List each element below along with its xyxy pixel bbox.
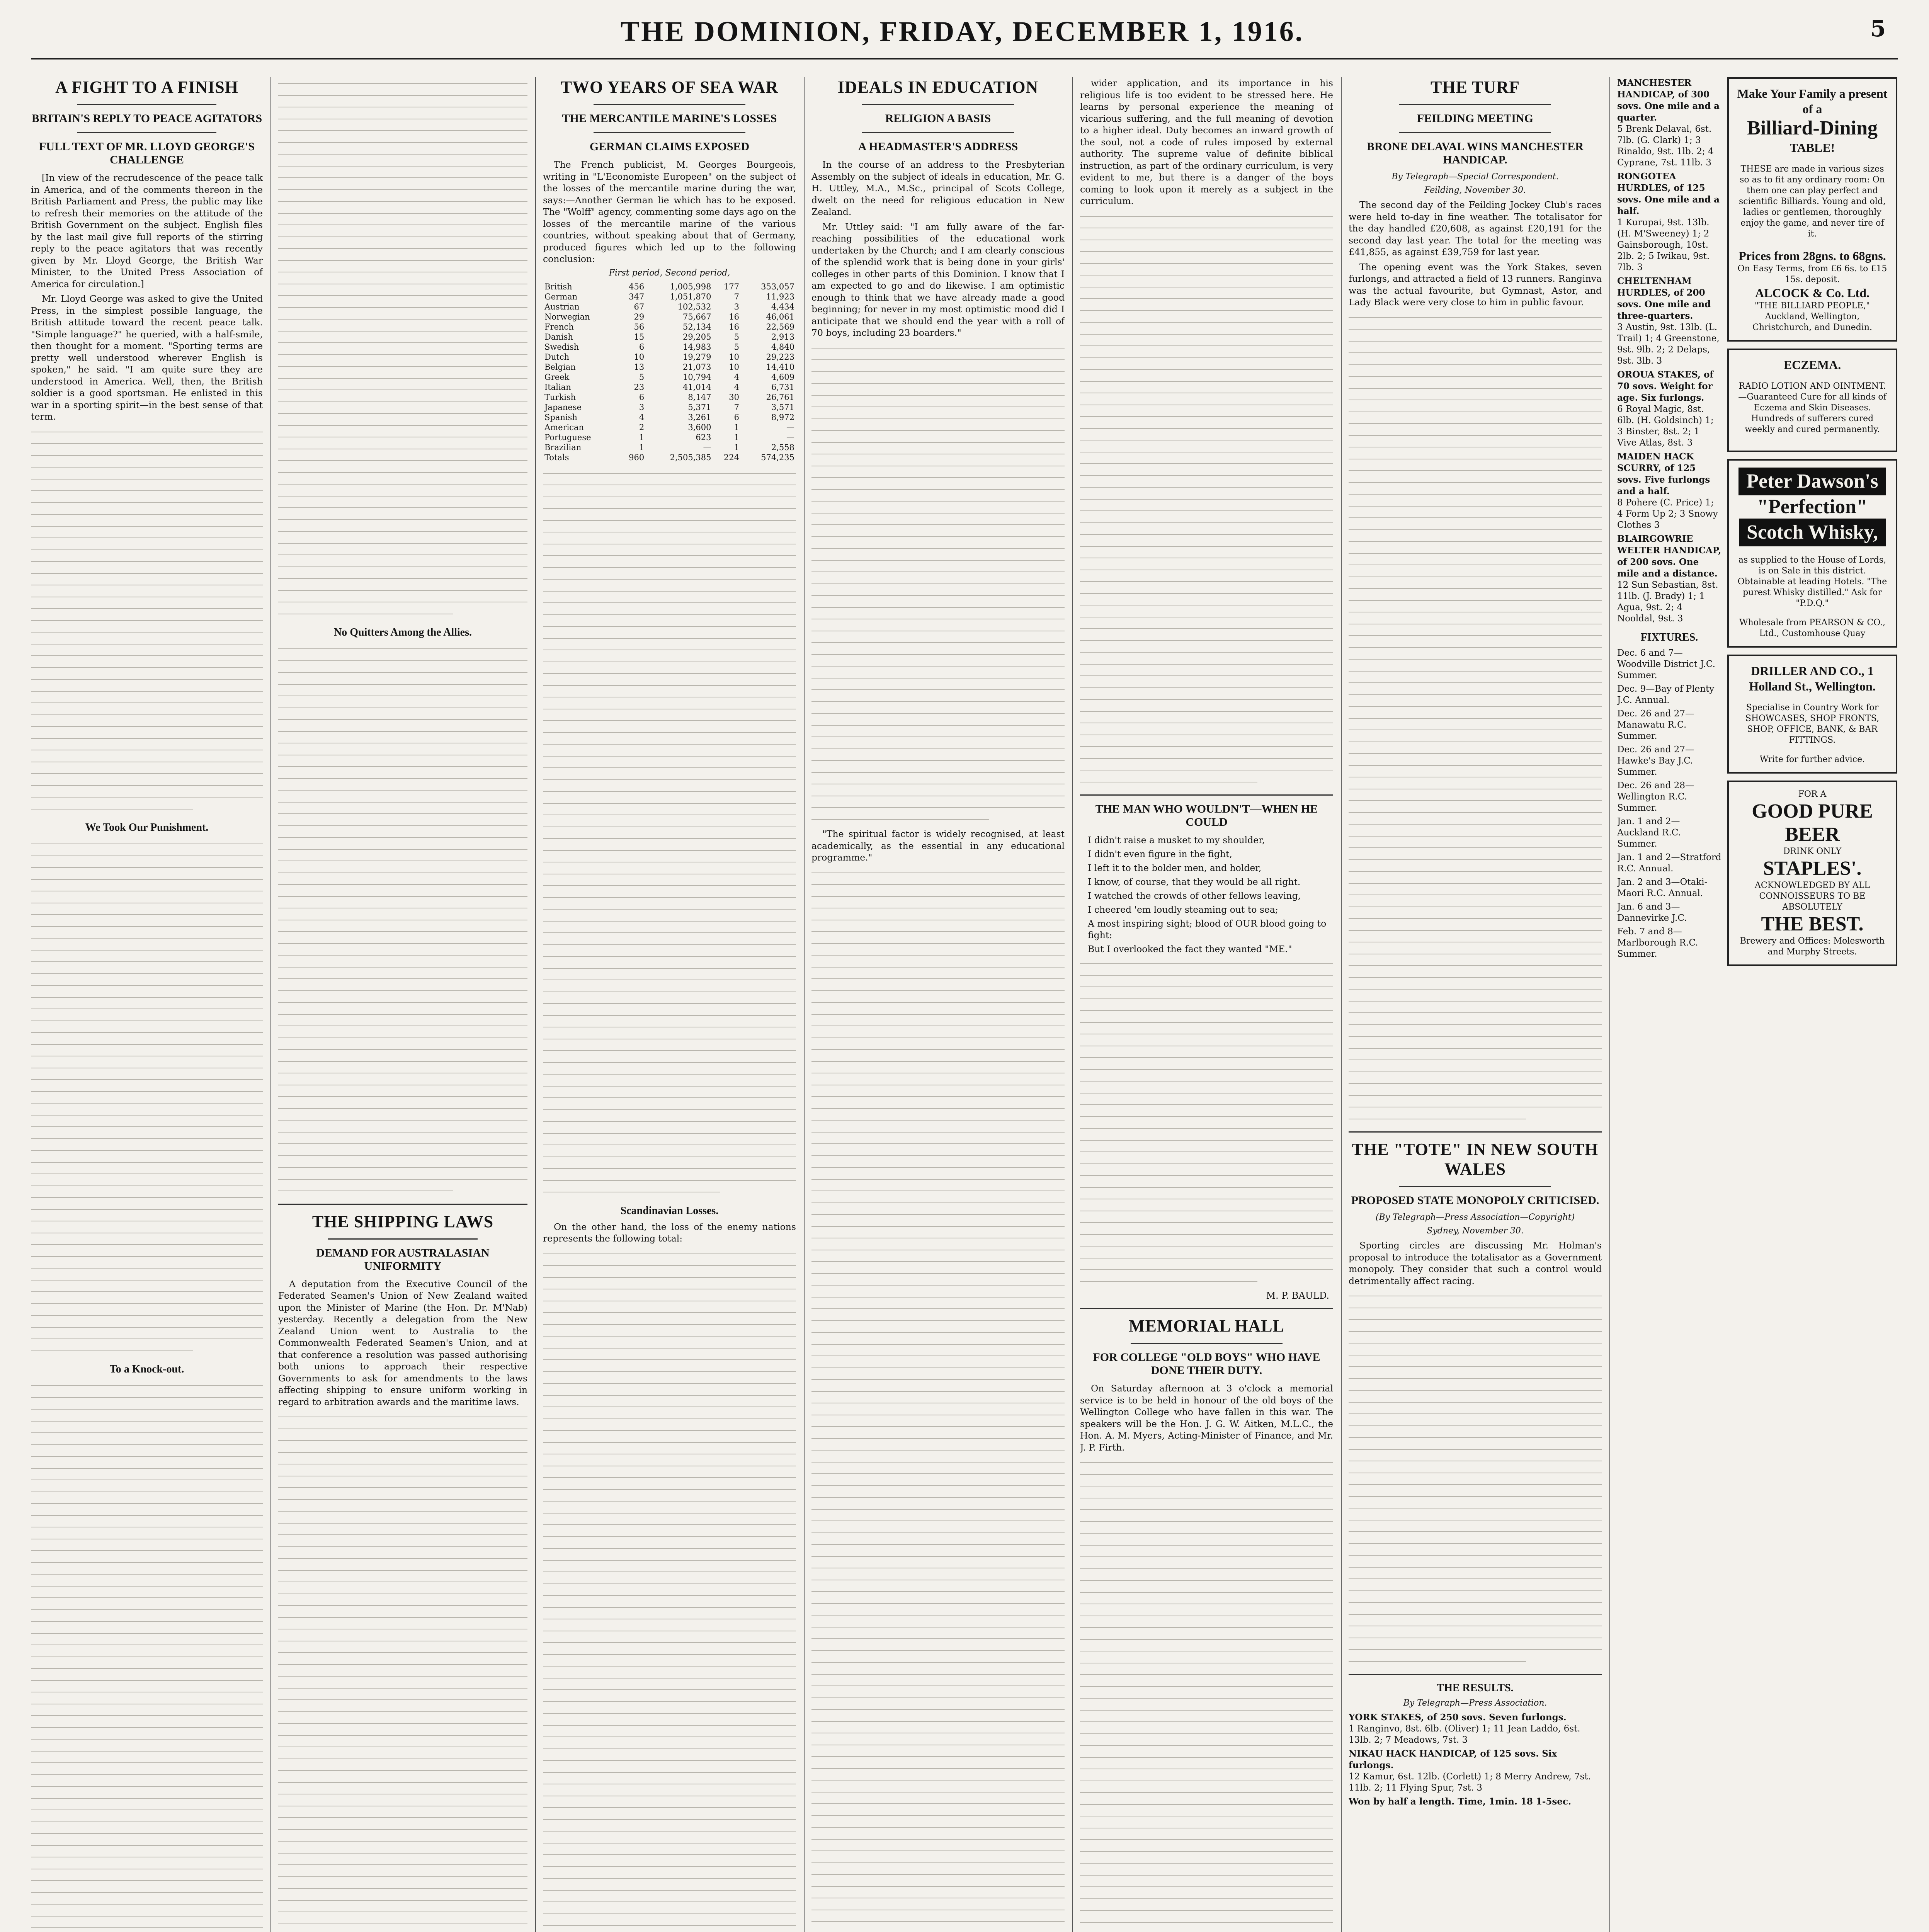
table-row: [543, 402, 796, 412]
section-heading: We Took Our Punishment.: [85, 821, 209, 833]
masthead-rule: [31, 58, 1898, 60]
race-title: RONGOTEA HURDLES, of 125 sovs. One mile and a half.: [1617, 171, 1720, 216]
ad-brand: ALCOCK & Co. Ltd.: [1755, 286, 1869, 300]
table-cell: Japanese: [544, 402, 582, 412]
text-filler: [1349, 1290, 1602, 1667]
table-cell: 5: [734, 342, 739, 352]
table-cell: 2,505,385: [670, 452, 711, 462]
table-row: [543, 372, 796, 382]
table-cell: 4: [734, 382, 739, 392]
article-headline: THE "TOTE" IN NEW SOUTH WALES: [1352, 1140, 1599, 1179]
race-placings: 8 Pohere (C. Price) 1; 4 Form Up 2; 3 Snowy Clothes 3: [1617, 498, 1718, 530]
table-cell: 75,667: [682, 312, 711, 321]
table-cell: 2,913: [771, 332, 794, 342]
table-cell: 21,073: [682, 362, 711, 372]
fixture-item: Jan. 1 and 2—Stratford R.C. Annual.: [1617, 852, 1721, 874]
dateline: Feilding, November 30.: [1424, 185, 1526, 195]
table-cell: 353,057: [761, 282, 794, 291]
poem-line: I left it to the bolder men, and holder,: [1088, 862, 1262, 873]
table-cell: —: [703, 442, 711, 452]
table-cell: 6,731: [771, 382, 794, 392]
text-filler: [543, 1248, 796, 1932]
table-row: [543, 422, 796, 432]
byline: By Telegraph—Special Correspondent.: [1391, 172, 1559, 182]
ad-line: DRINK ONLY: [1783, 847, 1842, 856]
section-heading: To a Knock-out.: [109, 1363, 184, 1375]
ad-terms: On Easy Terms, from £6 6s. to £15 15s. deposit.: [1737, 264, 1887, 284]
ad-text: RADIO LOTION AND OINTMENT.—Guaranteed Cure for all kinds of Eczema and Skin Diseases. Hundreds of sufferers cured weekly and cured permanently.: [1738, 381, 1886, 434]
table-cell: 7: [734, 292, 739, 301]
race-placings: 1 Kurupai, 9st. 13lb. (H. M'Sweeney) 1; 2 Gainsborough, 10st. 2lb. 2; 5 Iwikau, 9st. 7lb. 3: [1617, 218, 1710, 272]
race-placings: 5 Brenk Delaval, 6st. 7lb. (G. Clark) 1; 3 Rinaldo, 9st. 1lb. 2; 4 Cyprane, 7st. 11lb. 3: [1617, 124, 1714, 168]
page-number: 5: [1870, 15, 1886, 42]
table-cell: 3: [734, 302, 739, 311]
divider: [1349, 1131, 1602, 1133]
table-cell: 177: [723, 282, 739, 291]
table-row: [543, 302, 796, 312]
table-row: [543, 362, 796, 372]
article-paragraph: Mr. Lloyd George was asked to give the United Press, in the simplest possible language, the British attitude toward the recent peace talk. "Simple language?" he queried, with a half-smile, then thought for a moment. "Sporting terms are pretty well understood wherever English is spoken," he said. "I am quite sure they are understood in America. Well, then, the British soldier is a good sportsman. He enlisted in this war in a sporting spirit—in the best sense of that term.: [31, 293, 263, 422]
billiard-table-ad: [1727, 77, 1897, 342]
article-paragraph: [In view of the recrudescence of the peace talk in America, and of the comments thereon in the British Parliament and Press, the public may like to refresh their memories on the attitude of the British Government on the subject. English files by the last mail give full reports of the stirring reply to the peace agitators that was recently given by Mr. Lloyd George, the British War Minister, to the United Press Association of America for circulation.]: [31, 172, 263, 289]
text-filler: [543, 467, 796, 1198]
text-filler: [31, 838, 263, 1356]
race-title: CHELTENHAM HURDLES, of 200 sovs. One mile and three-quarters.: [1617, 276, 1711, 321]
column-6: [1349, 77, 1602, 1932]
text-filler: [811, 342, 1065, 825]
article-headline: A FIGHT TO A FINISH: [55, 78, 238, 97]
table-cell: 30: [729, 392, 739, 402]
column-7: [1617, 77, 1721, 1932]
article-subheadline: FOR COLLEGE "OLD BOYS" WHO HAVE DONE THEIR DUTY.: [1093, 1351, 1320, 1377]
article-subheadline: THE MERCANTILE MARINE'S LOSSES: [562, 112, 777, 125]
table-cell: 7: [734, 402, 739, 412]
divider: [1399, 104, 1551, 105]
race-title: BLAIRGOWRIE WELTER HANDICAP, of 200 sovs. One mile and a distance.: [1617, 534, 1721, 579]
table-cell: 3,571: [771, 402, 794, 412]
fixture-item: Jan. 6 and 3—Dannevirke J.C.: [1617, 902, 1687, 923]
ad-title: Billiard-Dining: [1747, 117, 1878, 139]
column-rule: [1072, 77, 1073, 1932]
column-3: [543, 77, 796, 1932]
poem-author: M. P. BAULD.: [1266, 1290, 1329, 1301]
dateline: Sydney, November 30.: [1427, 1226, 1524, 1236]
text-filler: [1349, 311, 1602, 1125]
table-cell: 6: [734, 412, 739, 422]
table-cell: 23: [634, 382, 645, 392]
table-row: [543, 322, 796, 332]
table-cell: 6: [639, 342, 645, 352]
article-subheadline: FEILDING MEETING: [1417, 112, 1533, 125]
race-result: [1349, 1796, 1602, 1808]
table-cell: 1: [734, 422, 739, 432]
whisky-ad: [1727, 459, 1897, 648]
ad-title: DRILLER AND CO., 1 Holland St., Wellington.: [1749, 664, 1876, 693]
fixture-item: Jan. 1 and 2—Auckland R.C. Summer.: [1617, 816, 1681, 849]
table-row: [543, 292, 796, 302]
poem: [1080, 834, 1333, 955]
column-rule: [804, 77, 805, 1932]
poem-line: A most inspiring sight; blood of OUR blood going to fight:: [1088, 918, 1327, 940]
table-cell: 1: [734, 432, 739, 442]
article-paragraph: The opening event was the York Stakes, seven furlongs, and attracted a field of 13 runners. Ranginva was the actual favourite, but Gymnast, Astor, and Lady Black were very close to him in public favour.: [1349, 261, 1602, 308]
table-row: [543, 312, 796, 322]
table-cell: Greek: [544, 372, 570, 382]
table-row: [543, 392, 796, 402]
table-cell: Danish: [544, 332, 573, 342]
race-placings: 12 Kamur, 6st. 12lb. (Corlett) 1; 8 Merry Andrew, 7st. 11lb. 2; 11 Flying Spur, 7st. 3: [1349, 1772, 1591, 1793]
table-cell: 26,761: [766, 392, 794, 402]
race-result: [1617, 369, 1721, 449]
column-rule: [270, 77, 271, 1932]
section-heading: Scandinavian Losses.: [620, 1204, 719, 1217]
divider: [1349, 1674, 1602, 1675]
table-cell: 15: [634, 332, 645, 342]
table-cell: 10,794: [682, 372, 711, 382]
column-rule: [1609, 77, 1610, 1932]
table-cell: 16: [729, 322, 739, 332]
table-total-row: [543, 452, 796, 463]
table-cell: Belgian: [544, 362, 576, 372]
race-placings: 3 Austin, 9st. 13lb. (L. Trail) 1; 4 Greenstone, 9st. 9lb. 2; 2 Delaps, 9st. 3lb. 3: [1617, 322, 1720, 366]
poem-line: But I overlooked the fact they wanted "ME.": [1088, 944, 1292, 954]
table-cell: 10: [729, 362, 739, 372]
divider: [328, 1238, 478, 1240]
text-filler: [278, 1411, 527, 1932]
table-row: [543, 352, 796, 362]
column-rule: [1341, 77, 1342, 1932]
text-filler: [31, 426, 263, 815]
article-subheadline: A HEADMASTER'S ADDRESS: [858, 140, 1018, 153]
article-paragraph: On Saturday afternoon at 3 o'clock a memorial service is to be held in honour of the old boys of the Wellington College who have fallen in this war. The speakers will be the Hon. J. G. W. Aitken, M.L.C., the Hon. A. M. Myers, Acting-Minister of Finance, and Mr. J. P. Firth.: [1080, 1383, 1333, 1453]
fixture-item: Dec. 9—Bay of Plenty J.C. Annual.: [1617, 684, 1715, 705]
table-cell: 960: [629, 452, 645, 462]
table-cell: 46,061: [766, 312, 794, 321]
table-cell: 52,134: [682, 322, 711, 332]
poem-line: I cheered 'em loudly steaming out to sea;: [1088, 904, 1278, 915]
article-subheadline: FULL TEXT OF MR. LLOYD GEORGE'S CHALLENGE: [39, 140, 255, 166]
losses-table: [543, 282, 796, 463]
section-heading: No Quitters Among the Allies.: [334, 626, 472, 638]
table-cell: 19,279: [682, 352, 711, 362]
table-cell: 4,840: [771, 342, 794, 352]
table-cell: 1: [639, 442, 645, 452]
table-cell: 14,410: [766, 362, 794, 372]
table-cell: 4: [639, 412, 645, 422]
table-cell: 2,558: [771, 442, 794, 452]
table-cell: French: [544, 322, 574, 332]
divider: [862, 132, 1014, 133]
race-results: [1617, 77, 1721, 624]
table-cell: 29: [634, 312, 645, 321]
fixture-item: Feb. 7 and 8—Marlborough R.C. Summer.: [1617, 927, 1698, 959]
divider: [594, 132, 745, 133]
article-paragraph: "The spiritual factor is widely recognised, at least academically, as the essential in any educational programme.": [811, 828, 1065, 863]
table-cell: Brazilian: [544, 442, 582, 452]
table-cell: —: [786, 422, 794, 432]
race-result: [1617, 451, 1721, 531]
divider: [77, 132, 216, 133]
table-cell: Austrian: [544, 302, 580, 311]
table-cell: German: [544, 292, 578, 301]
column-4: [811, 77, 1065, 1932]
article-subheadline: BRITAIN'S REPLY TO PEACE AGITATORS: [31, 112, 262, 125]
divider: [1080, 1308, 1333, 1309]
table-cell: Italian: [544, 382, 571, 392]
fixtures-list: [1617, 648, 1721, 960]
beer-ad: [1727, 781, 1897, 966]
table-cell: Turkish: [544, 392, 576, 402]
race-result: [1349, 1712, 1602, 1746]
race-placings: 6 Royal Magic, 8st. 6lb. (H. Goldsinch) 1; 3 Binster, 8st. 2; 1 Vive Atlas, 8st. 3: [1617, 404, 1714, 448]
text-filler: [1080, 210, 1333, 788]
table-cell: Swedish: [544, 342, 579, 352]
table-cell: 5,371: [688, 402, 711, 412]
race-result: [1617, 77, 1721, 168]
text-filler: [1080, 1456, 1333, 1932]
divider: [1399, 132, 1551, 133]
table-cell: 4: [734, 372, 739, 382]
table-cell: 14,983: [682, 342, 711, 352]
race-title: YORK STAKES, of 250 sovs. Seven furlongs.: [1349, 1712, 1567, 1723]
table-cell: 8,147: [688, 392, 711, 402]
poem-line: I know, of course, that they would be all right.: [1088, 876, 1301, 887]
table-cell: 1: [639, 432, 645, 442]
article-headline: IDEALS IN EDUCATION: [837, 78, 1039, 97]
table-cell: Dutch: [544, 352, 570, 362]
fixture-item: Dec. 26 and 27—Hawke's Bay J.C. Summer.: [1617, 745, 1694, 777]
ad-title: Peter Dawson's: [1738, 468, 1886, 495]
table-cell: 3,600: [688, 422, 711, 432]
article-subheadline: GERMAN CLAIMS EXPOSED: [589, 140, 750, 153]
race-result: [1617, 533, 1721, 624]
column-rule: [535, 77, 536, 1932]
table-row: [543, 442, 796, 452]
article-headline: THE TURF: [1431, 78, 1520, 97]
divider: [1080, 794, 1333, 796]
shopfitting-ad: [1727, 655, 1897, 774]
byline: By Telegraph—Press Association.: [1403, 1698, 1547, 1708]
text-filler: [31, 1379, 263, 1932]
race-placings: 12 Sun Sebastian, 8st. 11lb. (J. Brady) 1; 1 Agua, 9st. 2; 4 Nooldal, 9st. 3: [1617, 580, 1718, 624]
race-title: OROUA STAKES, of 70 sovs. Weight for age. Six furlongs.: [1617, 369, 1714, 403]
ad-title: ECZEMA.: [1783, 358, 1841, 372]
article-paragraph: The second day of the Feilding Jockey Club's races were held to-day in fine weather. The totalisator for the day handled £20,608, as against £20,191 for the second day last year. The total for the meeting was £41,855, as against £39,759 for last year.: [1349, 199, 1602, 257]
text-filler: [278, 77, 527, 619]
masthead: [31, 15, 1898, 62]
article-headline: THE SHIPPING LAWS: [312, 1212, 494, 1231]
table-caption: First period, Second period,: [609, 268, 730, 278]
divider: [594, 104, 745, 105]
article-paragraph: wider application, and its importance in his religious life is too evident to be stressed here. He learns by personal experience the meaning of vicarious suffering, and the full meaning of devotion to a higher ideal. Duty becomes an inward growth of the soul, not a code of rules imposed by external authority. The supreme value of definite biblical instruction, as part of the ordinary curriculum, is very evident to me, but there is a danger of the boys coming to look upon it merely as a subject in the curriculum.: [1080, 78, 1333, 206]
fixture-item: Dec. 6 and 7—Woodville District J.C. Summer.: [1617, 648, 1715, 680]
ad-title: GOOD PURE BEER: [1752, 800, 1873, 845]
ad-text: "THE BILLIARD PEOPLE," Auckland, Wellington, Christchurch, and Dunedin.: [1752, 301, 1872, 332]
table-cell: 1,051,870: [670, 292, 711, 301]
article-paragraph: The French publicist, M. Georges Bourgeois, writing in "L'Economiste Europeen" on the subject of the losses of the mercantile marine during the war, says:—Another German lie which has to be exposed. The "Wolff" agency, commenting some days ago on the losses of the mercantile marine of the various countries, without speaking about that of Germany, produced figures which led up to the following conclusion:: [543, 159, 796, 264]
table-cell: 56: [634, 322, 645, 332]
divider: [77, 104, 216, 105]
ad-line: TABLE!: [1790, 141, 1835, 155]
table-row: [543, 282, 796, 292]
table-row: [543, 432, 796, 442]
ad-text: ACKNOWLEDGED BY ALL CONNOISSEURS TO BE ABSOLUTELY: [1754, 881, 1870, 912]
table-cell: 4,609: [771, 372, 794, 382]
poem-line: I watched the crowds of other fellows leaving,: [1088, 890, 1301, 901]
table-cell: 4,434: [771, 302, 794, 311]
table-cell: 224: [723, 452, 739, 462]
ad-line: FOR A: [1798, 789, 1827, 799]
table-cell: Totals: [544, 452, 569, 462]
race-placings: 1 Ranginvo, 8st. 6lb. (Oliver) 1; 11 Jean Laddo, 6st. 13lb. 2; 7 Meadows, 7st. 3: [1349, 1724, 1580, 1745]
table-cell: 8,972: [771, 412, 794, 422]
article-subheadline: PROPOSED STATE MONOPOLY CRITICISED.: [1351, 1194, 1599, 1207]
race-result: [1617, 276, 1721, 367]
table-cell: 10: [729, 352, 739, 362]
table-cell: Portuguese: [544, 432, 591, 442]
article-paragraph: A deputation from the Executive Council of the Federated Seamen's Union of New Zealand waited upon the Minister of Marine (the Hon. Dr. M'Nab) yesterday. Recently a delegation from the New Zealand Union went to Australia to the Commonwealth Federated Seamen's Union, and at that conference a resolution was passed authorising both unions to approach their respective Governments to ask for amendments to the laws affecting shipping to ensure uniform working in regard to arbitration awards and the maritime laws.: [278, 1278, 527, 1407]
race-title: MANCHESTER HANDICAP, of 300 sovs. One mile and a quarter.: [1617, 78, 1720, 123]
table-cell: 5: [734, 332, 739, 342]
article-paragraph: Mr. Uttley said: "I am fully aware of the far-reaching possibilities of the educational work undertaken by the Church; and I am clearly conscious of the splendid work that is being done in your girls' colleges in other parts of this Dominion. I know that I am expected to go and do likewise. I am optimistic enough to think that we have already made a good beginning; for never in my most optimistic mood did I anticipate that we should end the year with a roll of 70 boys, including 23 boarders.": [811, 221, 1065, 338]
ad-price: Prices from 28gns. to 68gns.: [1738, 249, 1886, 263]
table-cell: 456: [629, 282, 645, 291]
ad-text: as supplied to the House of Lords, is on Sale in this district. Obtainable at leading Hotels. "The purest Whisky distilled." Ask for "P.D.Q.": [1737, 555, 1887, 608]
ad-text: Specialise in Country Work for SHOWCASES, SHOP FRONTS, SHOP, OFFICE, BANK, & BAR FITTINGS.: [1745, 703, 1880, 745]
article-subheadline: DEMAND FOR AUSTRALASIAN UNIFORMITY: [316, 1246, 490, 1272]
race-result: [1349, 1748, 1602, 1794]
article-headline: MEMORIAL HALL: [1129, 1316, 1284, 1335]
table-cell: 574,235: [761, 452, 794, 462]
ad-title: Scotch Whisky,: [1739, 519, 1886, 546]
newspaper-title: THE DOMINION, FRIDAY, DECEMBER 1, 1916.: [620, 16, 1304, 48]
article-paragraph: Sporting circles are discussing Mr. Holman's proposal to introduce the totalisator as a Government monopoly. They consider that such a control would detrimentally affect racing.: [1349, 1240, 1602, 1286]
table-row: [543, 332, 796, 342]
poem-title: THE MAN WHO WOULDN'T—WHEN HE COULD: [1095, 803, 1318, 828]
table-cell: 22,569: [766, 322, 794, 332]
table-cell: 29,223: [766, 352, 794, 362]
table-cell: 16: [729, 312, 739, 321]
fixture-item: Jan. 2 and 3—Otaki-Maori R.C. Annual.: [1617, 877, 1708, 898]
eczema-ad: [1727, 349, 1897, 452]
race-title: Won by half a length. Time, 1min. 18 1-5sec.: [1349, 1796, 1571, 1807]
divider: [862, 104, 1014, 105]
text-filler: [1080, 957, 1333, 1287]
ad-text: Brewery and Offices: Molesworth and Murphy Streets.: [1740, 936, 1885, 957]
divider: [1399, 1186, 1551, 1187]
table-cell: 6: [639, 392, 645, 402]
ad-title: STAPLES'.: [1763, 857, 1862, 879]
table-cell: British: [544, 282, 572, 291]
ad-line: Make Your Family a present of a: [1737, 87, 1888, 116]
text-filler: [278, 643, 527, 1197]
table-cell: 5: [639, 372, 645, 382]
table-cell: 3,261: [688, 412, 711, 422]
table-cell: 623: [696, 432, 711, 442]
table-cell: 102,532: [677, 302, 711, 311]
table-cell: 3: [639, 402, 645, 412]
table-cell: 13: [634, 362, 645, 372]
ad-text: THESE are made in various sizes so as to fit any ordinary room: On them one can play perfect and scientific Billiards. Young and old, ladies or gentlemen, thoroughly enjoy the game, and never tire of it.: [1739, 164, 1886, 239]
table-cell: Spanish: [544, 412, 577, 422]
divider: [278, 1204, 527, 1205]
table-cell: 11,923: [766, 292, 794, 301]
article-subheadline: RELIGION A BASIS: [885, 112, 991, 125]
table-cell: Norwegian: [544, 312, 590, 321]
ad-text: Write for further advice.: [1759, 755, 1865, 764]
race-results: [1349, 1712, 1602, 1808]
ads-column: [1727, 77, 1897, 1932]
table-row: [543, 342, 796, 352]
article-headline: TWO YEARS OF SEA WAR: [560, 78, 779, 97]
poem-line: I didn't raise a musket to my shoulder,: [1088, 835, 1265, 845]
table-cell: —: [786, 432, 794, 442]
column-5: [1080, 77, 1333, 1932]
table-cell: 1: [734, 442, 739, 452]
ad-text: Wholesale from PEARSON & CO., Ltd., Customhouse Quay: [1739, 618, 1886, 638]
byline: (By Telegraph—Press Association—Copyright): [1375, 1213, 1575, 1222]
fixture-item: Dec. 26 and 28—Wellington R.C. Summer.: [1617, 781, 1694, 813]
section-heading: THE RESULTS.: [1437, 1682, 1514, 1694]
table-cell: 41,014: [682, 382, 711, 392]
section-heading: FIXTURES.: [1640, 631, 1698, 643]
table-row: [543, 412, 796, 422]
table-cell: 347: [629, 292, 645, 301]
table-cell: American: [544, 422, 584, 432]
column-1: [31, 77, 263, 1932]
fixture-item: Dec. 26 and 27—Manawatu R.C. Summer.: [1617, 709, 1694, 741]
ad-title: "Perfection": [1757, 496, 1868, 518]
table-cell: 2: [639, 422, 645, 432]
table-cell: 29,205: [682, 332, 711, 342]
article-paragraph: In the course of an address to the Presbyterian Assembly on the subject of ideals in education, Mr. G. H. Uttley, M.A., M.Sc., principal of Scots College, dwelt on the need for religious education in New Zealand.: [811, 159, 1065, 217]
poem-line: I didn't even figure in the fight,: [1088, 849, 1232, 859]
text-filler: [811, 867, 1065, 1932]
race-result: [1617, 171, 1721, 273]
table-row: [543, 382, 796, 392]
article-paragraph: On the other hand, the loss of the enemy nations represents the following total:: [543, 1221, 796, 1244]
ad-title: THE BEST.: [1761, 913, 1864, 935]
column-2: [278, 77, 527, 1932]
table-cell: 1,005,998: [670, 282, 711, 291]
divider: [1131, 1343, 1283, 1344]
race-title: NIKAU HACK HANDICAP, of 125 sovs. Six furlongs.: [1349, 1748, 1557, 1770]
table-cell: 10: [634, 352, 645, 362]
table-cell: 67: [634, 302, 645, 311]
race-title: MAIDEN HACK SCURRY, of 125 sovs. Five furlongs and a half.: [1617, 451, 1710, 497]
article-subheadline: BRONE DELAVAL WINS MANCHESTER HANDICAP.: [1367, 140, 1584, 166]
